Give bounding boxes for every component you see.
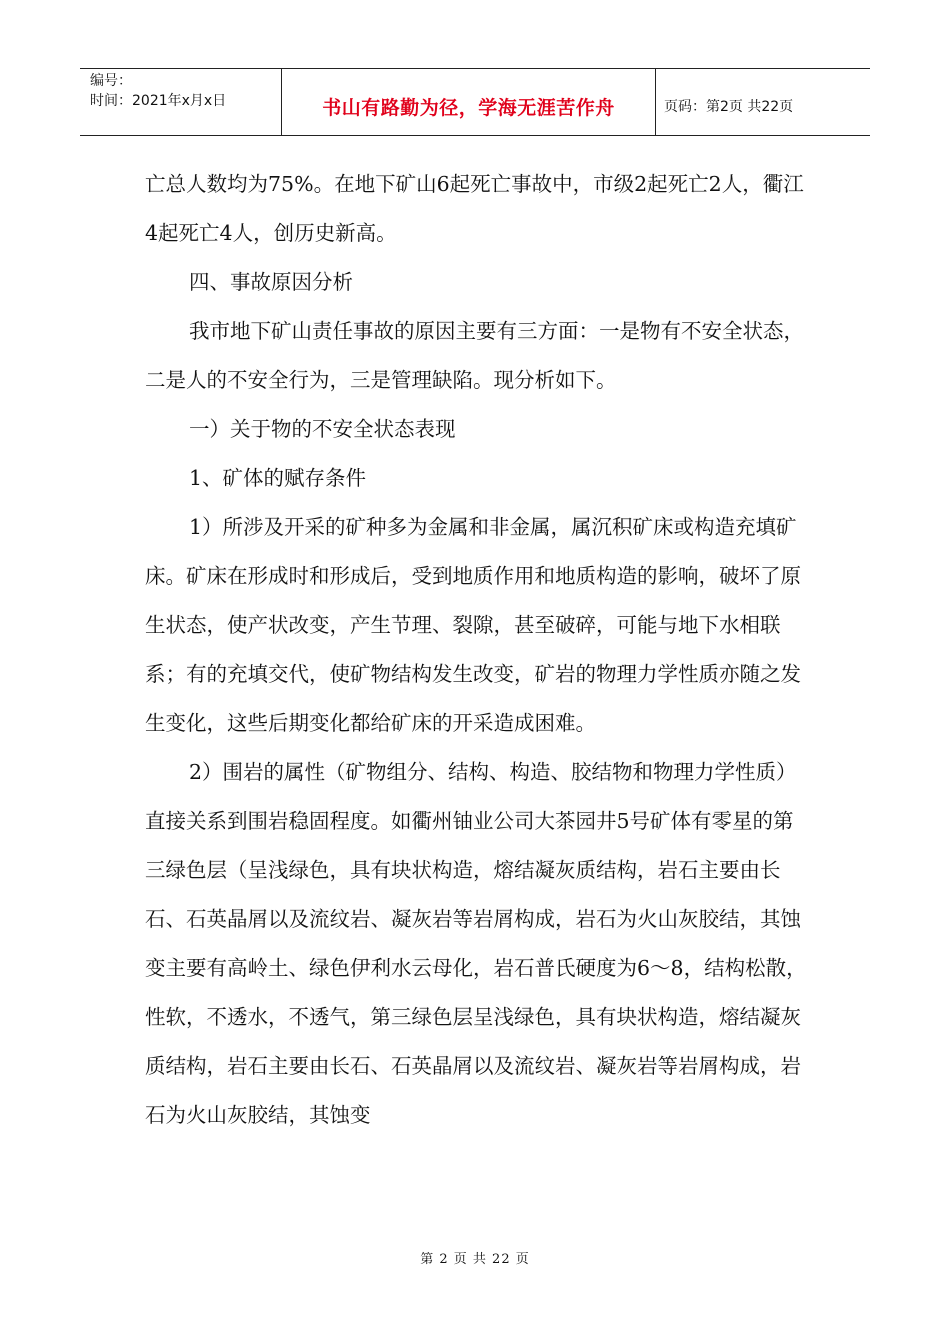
item-heading: 1、矿体的赋存条件 xyxy=(189,466,367,490)
number-label: 编号： xyxy=(90,73,132,89)
page-footer: 第 2 页 共 22 页 xyxy=(420,1252,530,1267)
header-page-cell xyxy=(656,69,870,135)
paragraph: 1）所涉及开采的矿种多为金属和非金属，属沉积矿床或构造充填矿床。矿床在形成时和形成后，受到地质作用和地质构造的影响，破坏了原生状态，使产状改变，产生节理、裂隙，甚至破碎，可能与地下水相联系；有的充填交代，使矿物结构发生改变，矿岩的物理力学性质亦随之发生变化，这些后期变化都给矿床的开采造成困难。 xyxy=(145,515,801,735)
motto-text: 书山有路勤为径，学海无涯苦作舟 xyxy=(322,96,615,119)
paragraph: 我市地下矿山责任事故的原因主要有三方面：一是物有不安全状态，二是人的不安全行为，三是管理缺陷。现分析如下。 xyxy=(145,319,804,392)
header-motto-cell xyxy=(282,69,656,135)
section-heading: 四、事故原因分析 xyxy=(189,270,353,294)
date-label: 时间：2021年x月x日 xyxy=(90,93,227,109)
page-info: 页码：第2页 共22页 xyxy=(664,99,794,115)
subsection-heading: 一）关于物的不安全状态表现 xyxy=(189,417,456,441)
document-body xyxy=(145,160,810,1140)
paragraph-continued: 亡总人数均为75%。在地下矿山6起死亡事故中，市级2起死亡2人，衢江4起死亡4人，创历史新高。 xyxy=(145,172,804,245)
paragraph: 2）围岩的属性（矿物组分、结构、构造、胶结物和物理力学性质）直接关系到围岩稳固程度。如衢州铀业公司大茶园井5号矿体有零星的第三绿色层（呈浅绿色，具有块状构造，熔结凝灰质结构，岩石主要由长石、石英晶屑以及流纹岩、凝灰岩等岩屑构成，岩石为火山灰胶结，其蚀变主要有高岭土、绿色伊利水云母化，岩石普氏硬度为6～8，结构松散，性软，不透水，不透气，第三绿色层呈浅绿色，具有块状构造，熔结凝灰质结构，岩石主要由长石、石英晶屑以及流纹岩、凝灰岩等岩屑构成，岩石为火山灰胶结，其蚀变 xyxy=(145,760,807,1127)
header-meta-cell xyxy=(80,69,282,135)
document-header xyxy=(80,68,870,136)
